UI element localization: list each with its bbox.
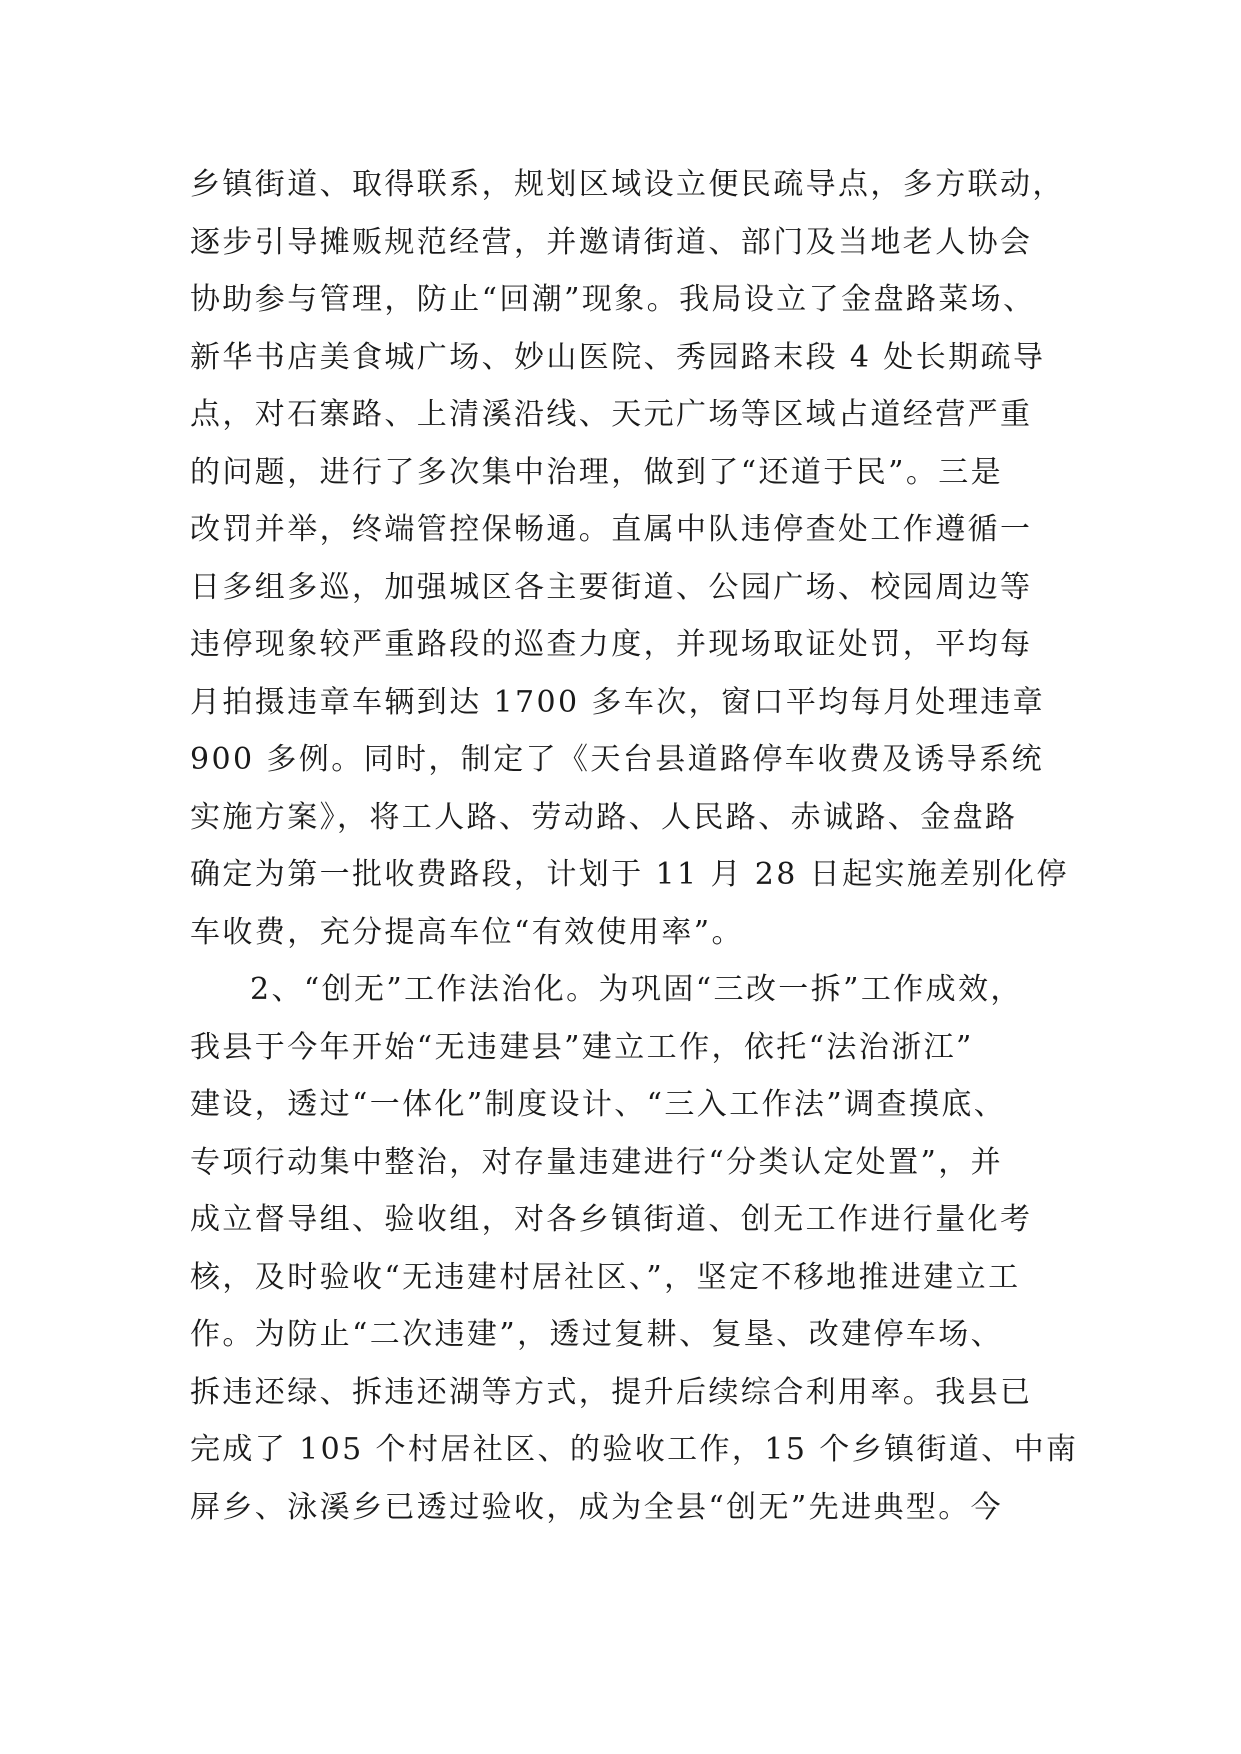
text-line: 拆违还绿、拆违还湖等方式，提升后续综合利用率。我县已 bbox=[190, 1374, 1033, 1410]
text-line: 核，及时验收“无违建村居社区、”，坚定不移地推进建立工 bbox=[190, 1259, 1021, 1295]
text-line: 乡镇街道、取得联系，规划区域设立便民疏导点，多方联动， bbox=[190, 167, 1065, 202]
text-line: 月拍摄违章车辆到达 1700 多车次，窗口平均每月处理违章 bbox=[190, 684, 1046, 720]
body-text bbox=[190, 156, 1079, 1536]
text-line: 成立督导组、验收组，对各乡镇街道、创无工作进行量化考 bbox=[190, 1202, 1033, 1237]
text-line: 的问题，进行了多次集中治理，做到了“还道于民”。三是 bbox=[190, 454, 1004, 490]
text-line: 违停现象较严重路段的巡查力度，并现场取证处罚，平均每 bbox=[190, 627, 1033, 662]
text-line: 协助参与管理，防止“回潮”现象。我局设立了金盘路菜场、 bbox=[190, 282, 1036, 317]
text-line: 日多组多巡，加强城区各主要街道、公园广场、校园周边等 bbox=[190, 569, 1033, 605]
text-line: 新华书店美食城广场、妙山医院、秀园路末段 4 处长期疏导 bbox=[190, 339, 1046, 375]
text-line: 专项行动集中整治，对存量违建进行“分类认定处置”，并 bbox=[190, 1144, 1004, 1180]
text-line: 确定为第一批收费路段，计划于 11 月 28 日起实施差别化停 bbox=[190, 857, 1069, 892]
text-line: 实施方案》，将工人路、劳动路、人民路、赤诚路、金盘路 bbox=[190, 799, 1018, 835]
paragraph-first-line: 2、“创无”工作法治化。为巩固“三改一拆”工作成效， bbox=[250, 972, 1023, 1007]
text-line: 逐步引导摊贩规范经营，并邀请街道、部门及当地老人协会 bbox=[190, 224, 1033, 260]
text-line: 屏乡、泳溪乡已透过验收，成为全县“创无”先进典型。今 bbox=[190, 1489, 1004, 1525]
text-line: 完成了 105 个村居社区、的验收工作，15 个乡镇街道、中南 bbox=[190, 1432, 1079, 1467]
text-line: 我县于今年开始“无违建县”建立工作，依托“法治浙江” bbox=[190, 1029, 974, 1065]
text-line: 900 多例。同时，制定了《天台县道路停车收费及诱导系统 bbox=[190, 742, 1044, 777]
text-line: 改罚并举，终端管控保畅通。直属中队违停查处工作遵循一 bbox=[190, 512, 1033, 547]
text-line: 点，对石寨路、上清溪沿线、天元广场等区域占道经营严重 bbox=[190, 397, 1033, 432]
text-line: 建设，透过“一体化”制度设计、“三入工作法”调查摸底、 bbox=[190, 1087, 1007, 1122]
text-line: 作。为防止“二次违建”，透过复耕、复垦、改建停车场、 bbox=[190, 1317, 1004, 1352]
text-line: 车收费，充分提高车位“有效使用率”。 bbox=[190, 914, 744, 950]
